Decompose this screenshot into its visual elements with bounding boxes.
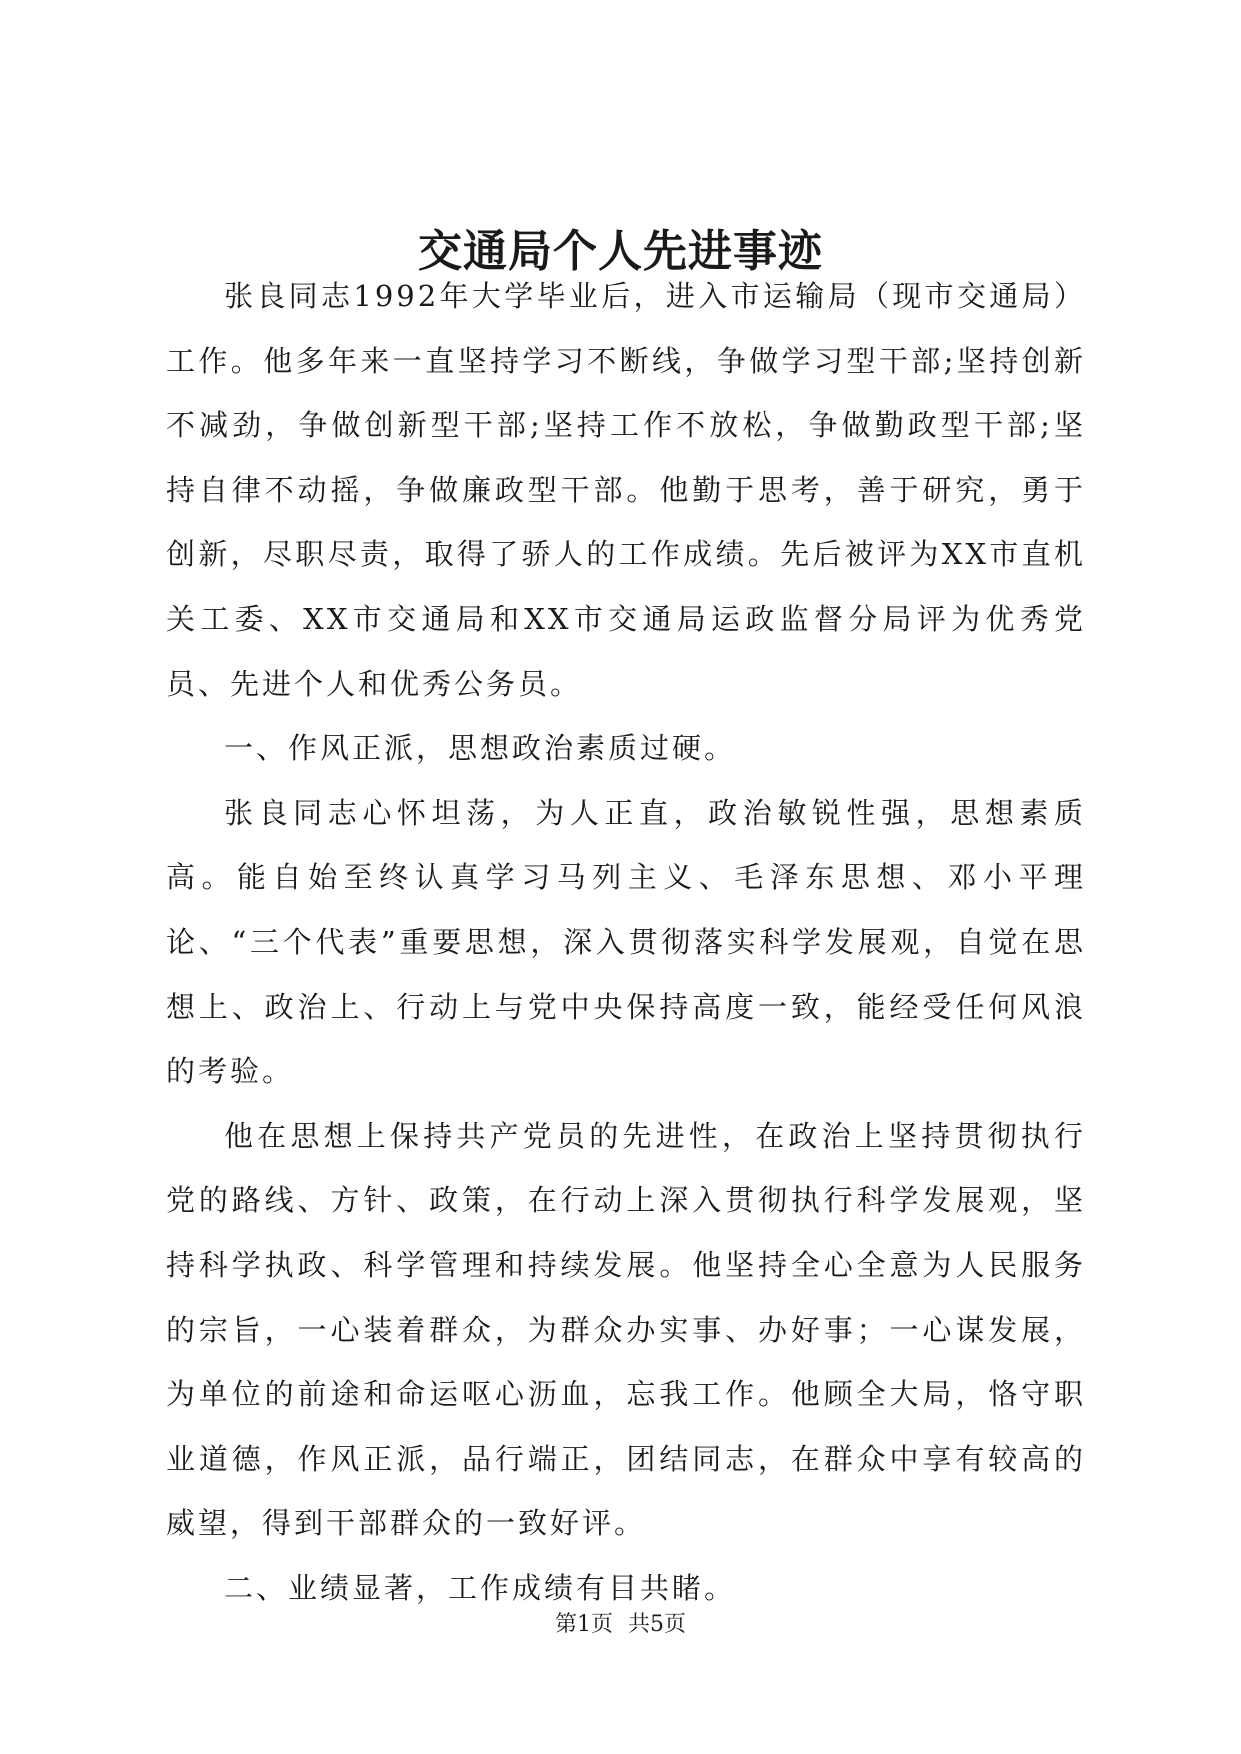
paragraph-intro: 张良同志1992年大学毕业后，进入市运输局（现市交通局）工作。他多年来一直坚持学习不断线，争做学习型干部;坚持创新不减劲，争做创新型干部;坚持工作不放松，争做勤政型干部;坚持自律不动摇，争做廉政型干部。他勤于思考，善于研究，勇于创新，尽职尽责，取得了骄人的工作成绩。先后被评为XX市直机关工委、XX市交通局和XX市交通局运政监督分局评为优秀党员、先进个人和优秀公务员。 [166, 279, 1086, 701]
paragraph-conduct: 他在思想上保持共产党员的先进性，在政治上坚持贯彻执行党的路线、方针、政策，在行动上深入贯彻执行科学发展观，坚持科学执政、科学管理和持续发展。他坚持全心全意为人民服务的宗旨，一心装着群众，为群众办实事、办好事；一心谋发展，为单位的前途和命运呕心沥血，忘我工作。他顾全大局，恪守职业道德，作风正派，品行端正，团结同志，在群众中享有较高的威望，得到干部群众的一致好评。 [166, 1118, 1086, 1541]
document-title: 交通局个人先进事迹 [418, 226, 823, 277]
page-number: 第1页 [555, 1612, 613, 1637]
page-footer [0, 1610, 1241, 1640]
section-heading-2: 二、业绩显著，工作成绩有目共睹。 [224, 1570, 737, 1605]
paragraph-politics: 张良同志心怀坦荡，为人正直，政治敏锐性强，思想素质高。能自始至终认真学习马列主义、毛泽东思想、邓小平理论、“三个代表”重要思想，深入贯彻落实科学发展观，自觉在思想上、政治上、行动上与党中央保持高度一致，能经受任何风浪的考验。 [166, 795, 1086, 1089]
section-heading-1: 一、作风正派，思想政治素质过硬。 [224, 731, 737, 766]
document-body [166, 264, 1086, 1620]
page-total: 共5页 [628, 1612, 686, 1637]
